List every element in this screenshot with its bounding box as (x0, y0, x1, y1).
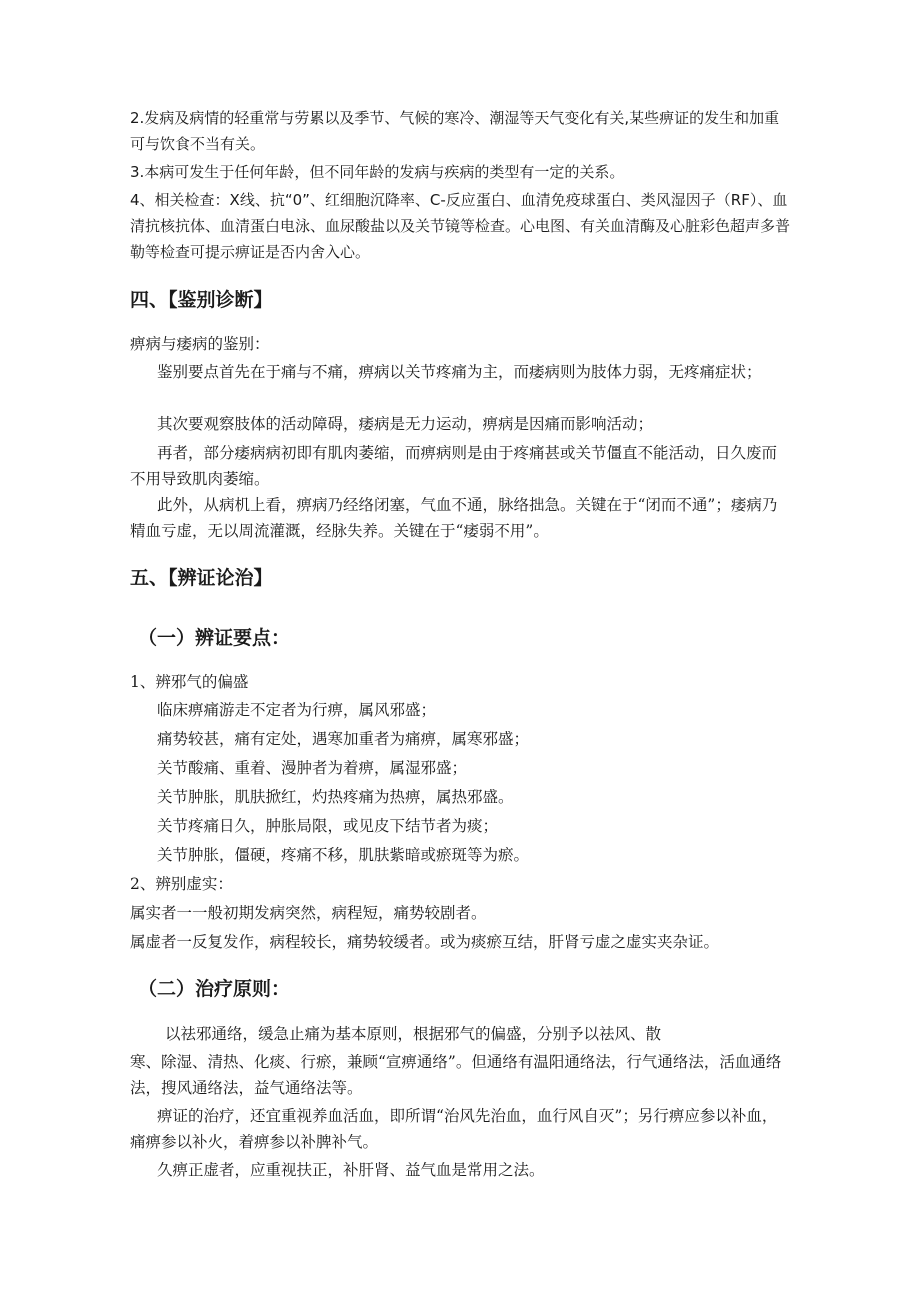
treatment-blood-nourishing: 痹证的治疗，还宜重视养血活血，即所谓“治风先治血，血行风自灭”；另行痹应参以补血，痛痹参以补火，着痹参以补脾补气。 (130, 1107, 778, 1151)
subsection-heading-treatment-principles: （二）治疗原则： (138, 978, 291, 1000)
key-point-2-title: 2、辨别虚实： (130, 875, 233, 893)
differential-item-4: 此外，从病机上看，痹病乃经络闭塞，气血不通，脉络拙急。关键在于“闭而不通”；痿病乃精血亏虚，无以周流灌溉，经脉失养。关键在于“痿弱不用”。 (130, 496, 778, 540)
treatment-principle-first-line: 以祛邪通络，缓急止痛为基本原则，根据邪气的偏盛，分别予以祛风、散 (165, 1025, 662, 1043)
key-point-1-title: 1、辨邪气的偏盛 (130, 673, 249, 691)
key-point-2-item: 属虚者一反复发作，病程较长，痛势较缓者。或为痰瘀互结，肝肾亏虚之虚实夹杂证。 (130, 933, 720, 951)
differential-intro: 痹病与痿病的鉴别： (130, 335, 270, 353)
differential-item-1: 鉴别要点首先在于痛与不痛，痹病以关节疼痛为主，而痿病则为肢体力弱，无疼痛症状； (157, 363, 762, 381)
treatment-chronic-deficiency: 久痹正虚者，应重视扶正，补肝肾、益气血是常用之法。 (157, 1161, 545, 1179)
subsection-heading-key-points: （一）辨证要点： (138, 627, 291, 649)
key-point-1-item: 关节肿胀，僵硬，疼痛不移，肌肤紫暗或瘀斑等为瘀。 (157, 846, 530, 864)
treatment-principle-rest: 寒、除湿、清热、化痰、行瘀，兼顾“宣痹通络”。但通络有温阳通络法，行气通络法，活血通络法，搜风通络法，益气通络法等。 (130, 1053, 782, 1097)
differential-item-2: 其次要观察肢体的活动障碍，痿病是无力运动，痹病是因痛而影响活动； (157, 415, 654, 433)
section-heading-differential-diagnosis: 四、【鉴别诊断】 (130, 289, 273, 311)
section-heading-syndrome-treatment: 五、【辨证论治】 (130, 567, 273, 589)
paragraph-related-tests: 4、相关检查：X线、抗“0”、红细胞沉降率、C-反应蛋白、血清免疫球蛋白、类风湿因子（RF）、血清抗核抗体、血清蛋白电泳、血尿酸盐以及关节镜等检查。心电图、有关血清酶及心脏彩色超声多普勒等检查可提示痹证是否内舍入心。 (130, 191, 791, 261)
key-point-1-item: 临床痹痛游走不定者为行痹，属风邪盛； (157, 701, 437, 719)
key-point-1-item: 痛势较甚，痛有定处，遇寒加重者为痛痹，属寒邪盛； (157, 730, 530, 748)
paragraph-age: 3.本病可发生于任何年龄，但不同年龄的发病与疾病的类型有一定的关系。 (130, 163, 625, 181)
key-point-1-item: 关节疼痛日久，肿胀局限，或见皮下结节者为痰； (157, 817, 499, 835)
paragraph-onset-factors: 2.发病及病情的轻重常与劳累以及季节、气候的寒冷、潮湿等天气变化有关,某些痹证的发生和加重可与饮食不当有关。 (130, 109, 780, 153)
key-point-1-item: 关节肿胀，肌肤掀红，灼热疼痛为热痹，属热邪盛。 (157, 788, 514, 806)
key-point-1-item: 关节酸痛、重着、漫肿者为着痹，属湿邪盛； (157, 759, 468, 777)
key-point-2-item: 属实者一一般初期发病突然，病程短，痛势较剧者。 (130, 904, 487, 922)
differential-item-3: 再者，部分痿病病初即有肌肉萎缩，而痹病则是由于疼痛甚或关节僵直不能活动，日久废而不用导致肌肉萎缩。 (130, 444, 778, 488)
